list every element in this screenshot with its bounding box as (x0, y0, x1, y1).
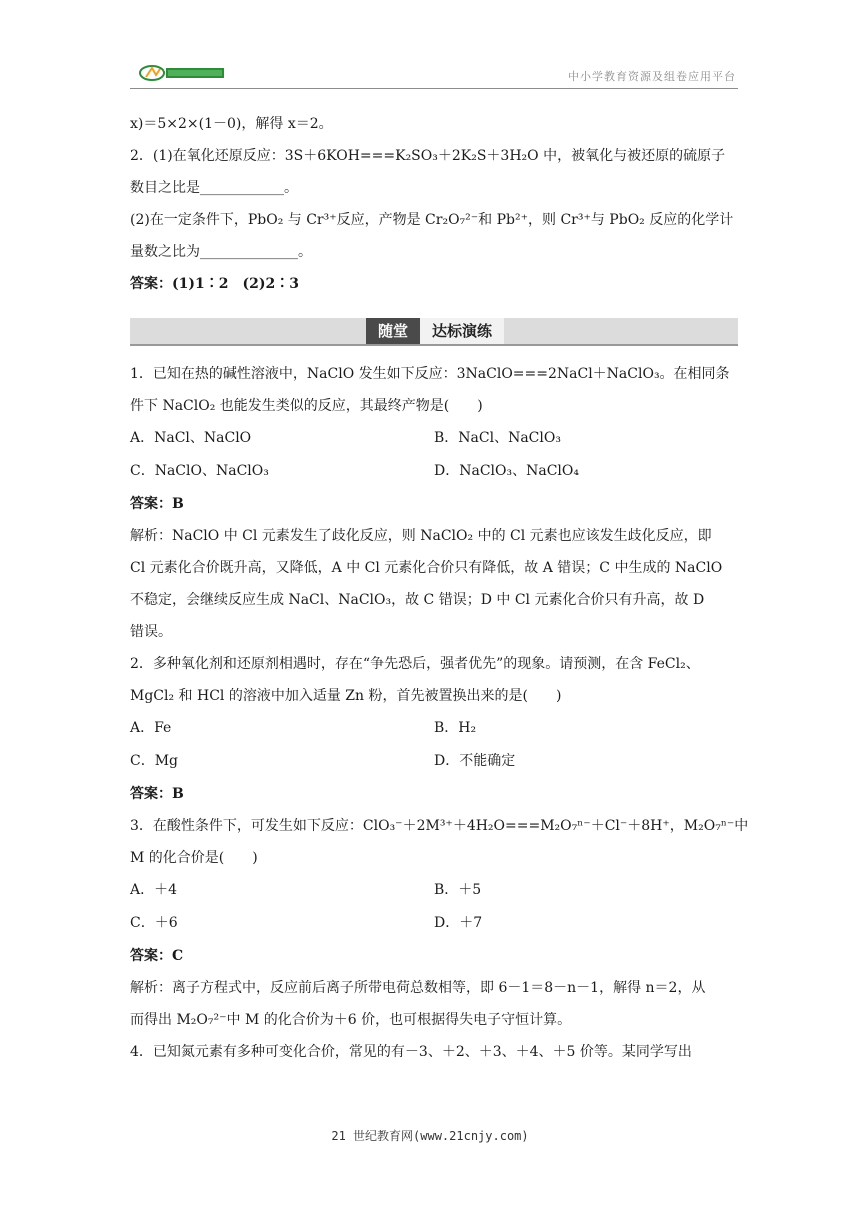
q3-options-row-2 (130, 907, 738, 940)
q1-explanation-2: Cl 元素化合价既升高，又降低，A 中 Cl 元素化合价只有降低，故 A 错误；C 中生成的 NaClO (130, 560, 723, 576)
q3-explanation-1: 解析：离子方程式中，反应前后离子所带电荷总数相等，即 6－1＝8－n－1，解得 n＝2，从 (130, 980, 706, 996)
banner-label-left: 随堂 (366, 318, 420, 344)
q3-explanation-2: 而得出 M₂O₇²⁻中 M 的化合价为＋6 价，也可根据得失电子守恒计算。 (130, 1012, 572, 1028)
q2-answer: 答案：B (130, 786, 184, 802)
q1-option-c: C．NaClO、NaClO₃ (130, 463, 269, 479)
q2-options-row-2 (130, 745, 738, 778)
q1-options-row-1 (130, 422, 738, 455)
q1-explanation-4: 错误。 (130, 624, 172, 640)
q3-option-a: A．＋4 (130, 882, 178, 898)
q3-option-c: C．＋6 (130, 915, 178, 931)
q1-explanation-3: 不稳定，会继续反应生成 NaCl、NaClO₃，故 C 错误；D 中 Cl 元素化合价只有升高，故 D (130, 592, 705, 608)
q1-answer: 答案：B (130, 496, 184, 512)
q1-option-b: B．NaCl、NaClO₃ (434, 430, 561, 446)
q2-option-c: C．Mg (130, 753, 179, 769)
q2-option-b: B．H₂ (434, 720, 477, 736)
q2-line-1: 2．多种氧化剂和还原剂相遇时，存在“争先恐后，强者优先”的现象。请预测，在含 FeCl₂、 (130, 656, 700, 672)
q3-options-row-1 (130, 874, 738, 907)
section-banner (130, 318, 738, 346)
q1-option-d: D．NaClO₃、NaClO₄ (434, 463, 579, 479)
banner-label-right: 达标演练 (420, 318, 504, 344)
q1-option-a: A．NaCl、NaClO (130, 430, 252, 446)
q3-line-2: M 的化合价是( ) (130, 850, 258, 866)
page-header (130, 60, 738, 88)
intro-answer: 答案：(1)1∶2 (2)2∶3 (130, 276, 299, 292)
q3-option-d: D．＋7 (434, 915, 483, 931)
q2-text-line-2: 数目之比是____________。 (130, 180, 298, 196)
q2-options-row-1 (130, 712, 738, 745)
q2-text-line-3: (2)在一定条件下，PbO₂ 与 Cr³⁺反应，产物是 Cr₂O₇²⁻和 Pb²⁺，则 Cr³⁺与 PbO₂ 反应的化学计 (130, 212, 734, 228)
intro-line-1: x)＝5×2×(1－0)，解得 x＝2。 (130, 116, 333, 132)
q3-line-1: 3．在酸性条件下，可发生如下反应：ClO₃⁻＋2M³⁺＋4H₂O===M₂O₇ⁿ⁻＋Cl⁻＋8H⁺，M₂O₇ⁿ⁻中 (130, 818, 749, 834)
q1-line-1: 1．已知在热的碱性溶液中，NaClO 发生如下反应：3NaClO===2NaCl＋NaClO₃。在相同条 (130, 366, 730, 382)
header-rule (130, 88, 738, 89)
q1-explanation-1: 解析：NaClO 中 Cl 元素发生了歧化反应，则 NaClO₂ 中的 Cl 元素也应该发生歧化反应，即 (130, 528, 712, 544)
q2-text-line-1: 2．(1)在氧化还原反应：3S＋6KOH===K₂SO₃＋2K₂S＋3H₂O 中，被氧化与被还原的硫原子 (130, 148, 726, 164)
document-body (130, 108, 749, 1068)
q1-line-2: 件下 NaClO₂ 也能发生类似的反应，其最终产物是( ) (130, 398, 483, 414)
platform-name: 中小学教育资源及组卷应用平台 (568, 70, 736, 83)
q2-text-line-4: 量数之比为______________。 (130, 244, 312, 260)
q2-option-d: D．不能确定 (434, 753, 516, 769)
q3-answer: 答案：C (130, 948, 184, 964)
q2-option-a: A．Fe (130, 720, 172, 736)
q2-line-2: MgCl₂ 和 HCl 的溶液中加入适量 Zn 粉，首先被置换出来的是( ) (130, 688, 562, 704)
page-footer: 21 世纪教育网(www.21cnjy.com) (331, 1129, 529, 1143)
q4-line-1: 4．已知氮元素有多种可变化合价，常见的有－3、＋2、＋3、＋4、＋5 价等。某同学写出 (130, 1044, 692, 1060)
q1-options-row-2 (130, 455, 738, 488)
q3-option-b: B．＋5 (434, 882, 482, 898)
21-century-logo (138, 63, 228, 83)
